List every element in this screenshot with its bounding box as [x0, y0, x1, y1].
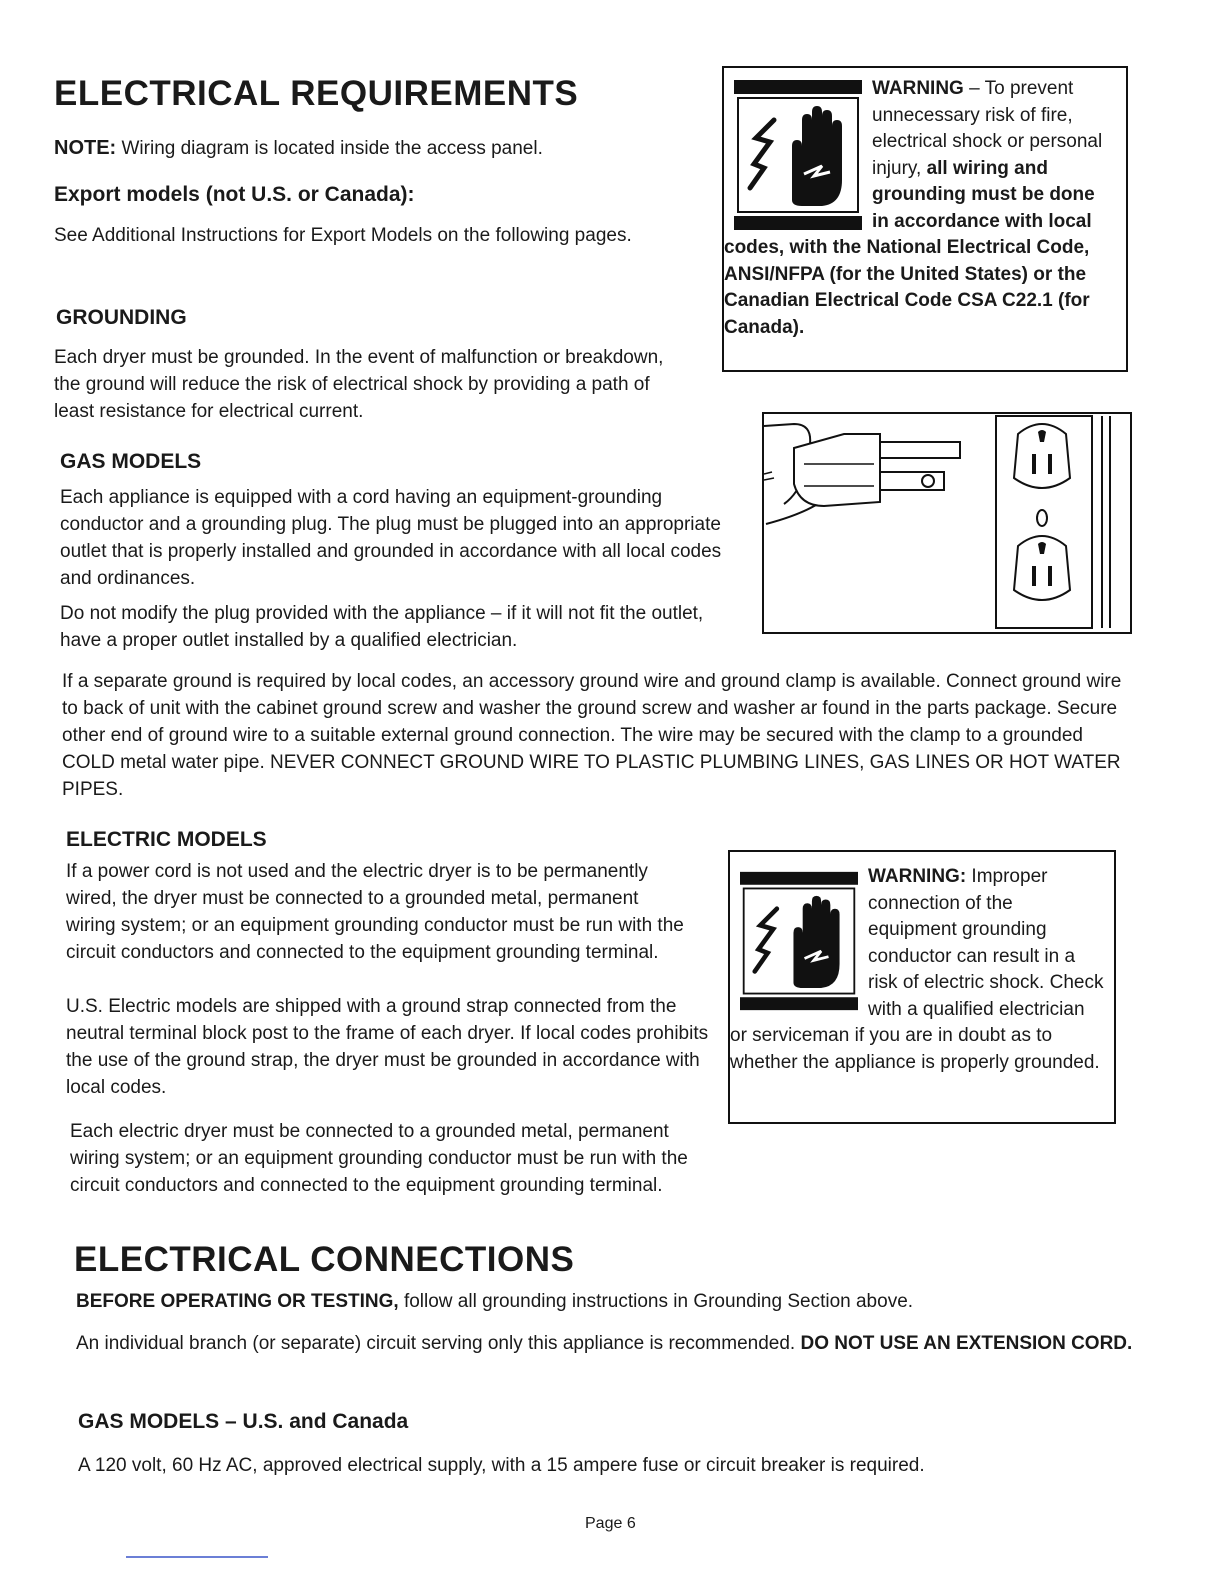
gas-models-heading: GAS MODELS: [60, 450, 202, 473]
section-title-electrical-connections: ELECTRICAL CONNECTIONS: [74, 1240, 575, 1279]
before-operating-text: follow all grounding instructions in Grounding Section above.: [398, 1291, 914, 1312]
warning-box-fire-shock: [722, 66, 1128, 372]
grounding-heading: GROUNDING: [56, 306, 187, 329]
electric-models-text-2: U.S. Electric models are shipped with a ground strap connected from the neutral terminal block post to the frame of each dryer. If local codes prohibits the use of the ground strap, the dryer must be grounded in accordance with local codes.: [66, 996, 709, 1098]
gas-models-us-canada-heading: GAS MODELS – U.S. and Canada: [78, 1410, 409, 1433]
warning-box-improper-connection: [728, 850, 1116, 1124]
note-label: NOTE:: [54, 137, 117, 159]
before-operating-paragraph: [76, 1288, 1136, 1315]
warning-1-bold: all wiring and grounding must be done in accordance with local codes, with the National Electrical Code, ANSI/NFPA (for the United States) or the Canadian Electrical Code CSA C22.1 (for Canada).: [724, 157, 1095, 338]
electric-shock-hand-icon: [740, 866, 858, 1016]
warning-1-label: WARNING: [872, 78, 964, 99]
page-number: Page 6: [585, 1515, 636, 1532]
section-title-electrical-requirements: ELECTRICAL REQUIREMENTS: [54, 74, 579, 113]
warning-2-label: WARNING:: [868, 866, 967, 887]
note-paragraph: [54, 135, 704, 162]
warning-2-body: Improper connection of the equipment grounding conductor can result in a risk of electric shock. Check with a qualified electrician or serviceman if you are in doubt as to whether the appliance is properly grounded.: [730, 866, 1104, 1073]
grounding-plug-outlet-illustration: [762, 412, 1132, 634]
warning-1-lead: – To prevent unnecessary risk of fire, electrical shock or personal injury,: [872, 78, 1103, 179]
gas-models-text-1: Each appliance is equipped with a cord having an equipment-grounding conductor and a grounding plug. The plug must be plugged into an appropriate outlet that is properly installed and grounded in accordance with all local codes and ordinances.: [60, 487, 722, 589]
footer-divider: [126, 1556, 268, 1558]
electric-shock-hand-icon: [734, 80, 862, 230]
branch-circuit-text: An individual branch (or separate) circuit serving only this appliance is recommended.: [76, 1333, 801, 1354]
note-text: Wiring diagram is located inside the access panel.: [121, 138, 543, 159]
electric-models-heading: ELECTRIC MODELS: [66, 828, 267, 851]
branch-circuit-bold: DO NOT USE AN EXTENSION CORD.: [800, 1333, 1133, 1354]
electric-models-text-3: Each electric dryer must be connected to a grounded metal, permanent wiring system; or an equipment grounding conductor must be run with the circuit conductors and connected to the equipment grounding terminal.: [70, 1121, 688, 1196]
separate-ground-text: If a separate ground is required by local codes, an accessory ground wire and ground clamp is available. Connect ground wire to back of unit with the cabinet ground screw and washer the ground screw and washer ar found in the parts package. Secure other end of ground wire to a suitable external ground connection. The wire may be secured with the clamp to a grounded COLD metal water pipe. NEVER CONNECT GROUND WIRE TO PLASTIC PLUMBING LINES, GAS LINES OR HOT WATER PIPES.: [62, 671, 1122, 800]
branch-circuit-paragraph: [76, 1330, 1136, 1357]
before-operating-bold: BEFORE OPERATING OR TESTING,: [76, 1291, 399, 1312]
electric-models-text-1: If a power cord is not used and the electric dryer is to be permanently wired, the dryer must be connected to a grounded metal, permanent wiring system; or an equipment grounding conductor must be run with the circuit conductors and connected to the equipment grounding terminal.: [66, 861, 684, 963]
gas-models-text-2: Do not modify the plug provided with the appliance – if it will not fit the outlet, have a proper outlet installed by a qualified electrician.: [60, 603, 704, 651]
export-text: See Additional Instructions for Export Models on the following pages.: [54, 225, 632, 246]
gas-models-us-canada-text: A 120 volt, 60 Hz AC, approved electrical supply, with a 15 ampere fuse or circuit breaker is required.: [78, 1455, 925, 1476]
grounding-text: Each dryer must be grounded. In the event of malfunction or breakdown, the ground will reduce the risk of electrical shock by providing a path of least resistance for electrical current.: [54, 347, 664, 422]
export-heading: Export models (not U.S. or Canada):: [54, 183, 415, 206]
